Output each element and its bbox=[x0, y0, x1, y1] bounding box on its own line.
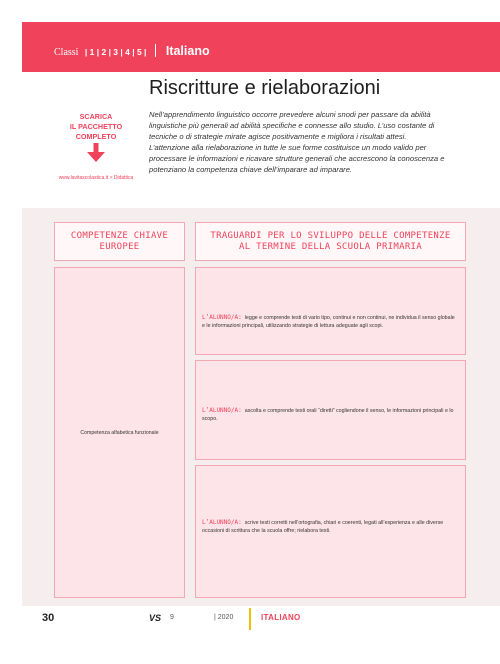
goal-text bbox=[202, 314, 459, 330]
goal-text bbox=[202, 407, 459, 423]
header-content bbox=[54, 42, 210, 60]
header-development-goals-label: TRAGUARDI PER LO SVILUPPO DELLE COMPETENZE AL TERMINE DELLA SCUOLA PRIMARIA bbox=[210, 230, 451, 252]
table-row bbox=[195, 360, 466, 460]
header-key-competences-label: COMPETENZE CHIAVE EUROPEE bbox=[70, 230, 169, 252]
download-label: SCARICA IL PACCHETTO COMPLETO bbox=[69, 112, 123, 141]
classi-label: Classi bbox=[54, 47, 79, 58]
table-row bbox=[195, 267, 466, 355]
page-number: 30 bbox=[42, 612, 55, 624]
issue-year: | 2020 bbox=[214, 614, 234, 621]
goal-description: legge e comprende testi di vario tipo, continui e non continui, ne individua il senso globale e le informazioni principali, utilizzando strategie di lettura adeguate agli scopi. bbox=[202, 315, 455, 329]
header-banner bbox=[22, 22, 500, 72]
table-row bbox=[195, 465, 466, 598]
competence-label: Competenza alfabetica funzionale bbox=[80, 429, 159, 436]
pupil-tag: L’ALUNNO/A: bbox=[202, 407, 242, 414]
pupil-tag: L’ALUNNO/A: bbox=[202, 314, 242, 321]
footer-subject: ITALIANO bbox=[261, 613, 301, 622]
goal-description: ascolta e comprende testi orali “diretti” cogliendone il senso, le informazioni principali e lo scopo. bbox=[202, 408, 454, 422]
pupil-tag: L’ALUNNO/A: bbox=[202, 519, 242, 526]
issue-number: 9 bbox=[170, 614, 174, 621]
header-divider bbox=[155, 44, 157, 57]
download-url[interactable]: www.lavitascolastica.it > Didattica bbox=[58, 175, 134, 181]
intro-paragraph: Nell’apprendimento linguistico occorre prevedere alcuni snodi per passare da abilità linguistiche più generali ad abilità specifiche e connesse allo studio. L’uso costante di tecniche o di strategie mirate agisce positivamente e migliora i risultati attesi. L’attenzione alla rielaborazione in tutte le sue forme costituisce un modo valido per processare le informazioni e ricavare strutture generali che accrescono la conoscenza e potenziano la competenza chiave dell’imparare ad imparare. bbox=[149, 110, 445, 175]
header-development-goals bbox=[195, 222, 466, 261]
header-subject: Italiano bbox=[165, 44, 210, 58]
competence-cell bbox=[54, 267, 185, 598]
footer-divider bbox=[249, 608, 251, 630]
arrow-down-icon bbox=[85, 143, 107, 163]
vs-logo: VS bbox=[149, 613, 162, 623]
competence-table bbox=[22, 208, 500, 606]
goal-description: scrive testi corretti nell’ortografia, chiari e coerenti, legati all’esperienza e alle diverse occasioni di scrittura che la scuola offre; rielabora testi. bbox=[202, 520, 444, 534]
class-numbers: | 1 | 2 | 3 | 4 | 5 | bbox=[84, 47, 147, 57]
page-title: Riscritture e rielaborazioni bbox=[149, 77, 381, 99]
download-package-link[interactable] bbox=[55, 112, 137, 181]
header-key-competences bbox=[54, 222, 185, 261]
goal-text bbox=[202, 519, 459, 535]
